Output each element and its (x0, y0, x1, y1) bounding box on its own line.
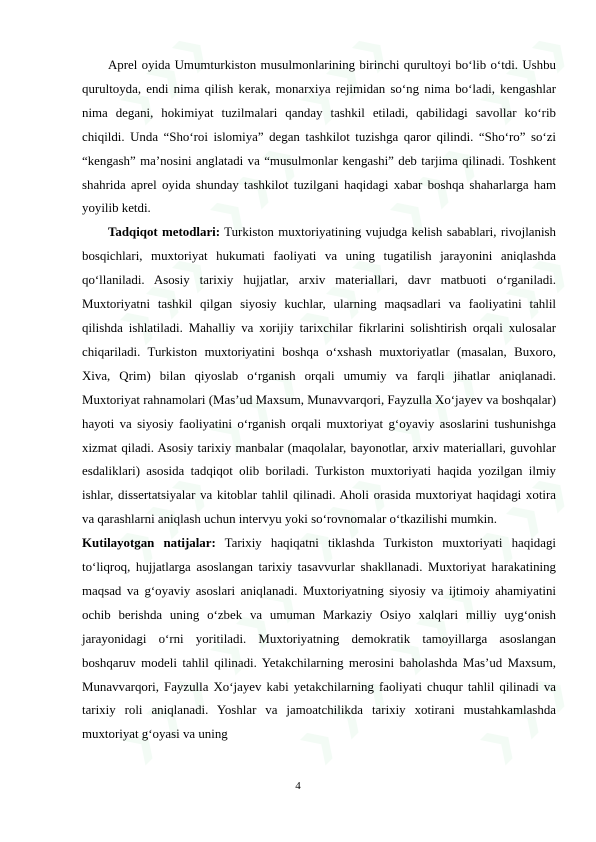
paragraph-2-text: Turkiston muxtoriyatining vujudga kelish sabablari, rivojlanish bosqichlari, muxtoriyat hukumati faoliyati va uning tugatilish jarayonini aniqlashda qo‘llaniladi. Asosiy tarixiy hujjatlar, arxiv materiallari, davr matbuoti o‘rganiladi. Muxtoriyatni tashkil qilgan siyosiy kuchlar, ularning maqsadlari va faoliyatini tahlil qilishda ishlatiladi. Mahalliy va xorijiy tarixchilar fikrlarini solishtirish orqali xulosalar chiqariladi. Turkiston muxtoriyatini boshqa o‘xshash muxtoriyatlar (masalan, Buxoro, Xiva, Qrim) bilan qiyoslab o‘rganish orqali umumiy va farqli jihatlar aniqlanadi. Muxtoriyat rahnamolari (Mas’ud Maxsum, Munavvarqori, Fayzulla Xo‘jayev va boshqalar) hayoti va siyosiy faoliyatini o‘rganish orqali muxtoriyat g‘oyaviy asoslarini tushunishga xizmat qiladi. Asosiy tarixiy manbalar (maqolalar, bayonotlar, arxiv materiallari, guvohlar esdaliklari) asosida tadqiqot olib boriladi. Turkiston muxtoriyati haqida yozilgan ilmiy ishlar, dissertatsiyalar va kitoblar tahlil qilinadi. Aholi orasida muxtoriyat haqidagi xotira va qarashlarni aniqlash uchun intervyu yoki so‘rovnomalar o‘tkazilishi mumkin. (82, 225, 556, 527)
paragraph-2 (82, 221, 556, 532)
section-heading-methods: Tadqiqot metodlari: (108, 225, 221, 240)
paragraph-1 (82, 54, 556, 221)
paragraph-3-text: Tarixiy haqiqatni tiklashda Turkiston muxtoriyati haqidagi to‘liqroq, hujjatlarga asoslangan tarixiy tasavvurlar shakllanadi. Muxtoriyat harakatining maqsad va g‘oyaviy asoslari aniqlanadi. Muxtoriyatning siyosiy va ijtimoiy ahamiyatini ochib berishda uning o‘zbek va umuman Markaziy Osiyo xalqlari milliy uyg‘onish jarayonidagi o‘rni yoritiladi. Muxtoriyatning demokratik tamoyillarga asoslangan boshqaruv modeli tahlil qilinadi. Yetakchilarning merosini baholashda Mas’ud Maxsum, Munavvarqori, Fayzulla Xo‘jayev kabi yetakchilarning faoliyati chuqur tahlil qilinadi va tarixiy roli aniqlanadi. Yoshlar va jamoatchilikda tarixiy xotirani mustahkamlashda muxtoriyat g‘oyasi va uning (82, 536, 556, 742)
paragraph-1-text: Aprel oyida Umumturkiston musulmonlarining birinchi qurultoyi bo‘lib o‘tdi. Ushbu qurultoyda, endi nima qilish kerak, monarxiya rejimidan so‘ng nima bo‘ladi, kengashlar nima degani, hokimiyat tuzilmalari qanday tashkil etiladi, qabilidagi savollar ko‘rib chiqildi. Unda “Sho‘roi islomiya” degan tashkilot tuzishga qaror qilindi. “Sho‘ro” so‘zi “kengash” ma’nosini anglatadi va “musulmonlar kengashi” deb tarjima qilinadi. Toshkent shahrida aprel oyida shunday tashkilot tuzilgani haqidagi xabar boshqa shaharlarga ham yoyilib ketdi. (82, 58, 556, 216)
page-body (82, 54, 556, 747)
paragraph-3 (82, 532, 556, 747)
section-heading-results: Kutilayotgan natijalar: (82, 536, 216, 551)
page-number: 4 (295, 780, 301, 792)
